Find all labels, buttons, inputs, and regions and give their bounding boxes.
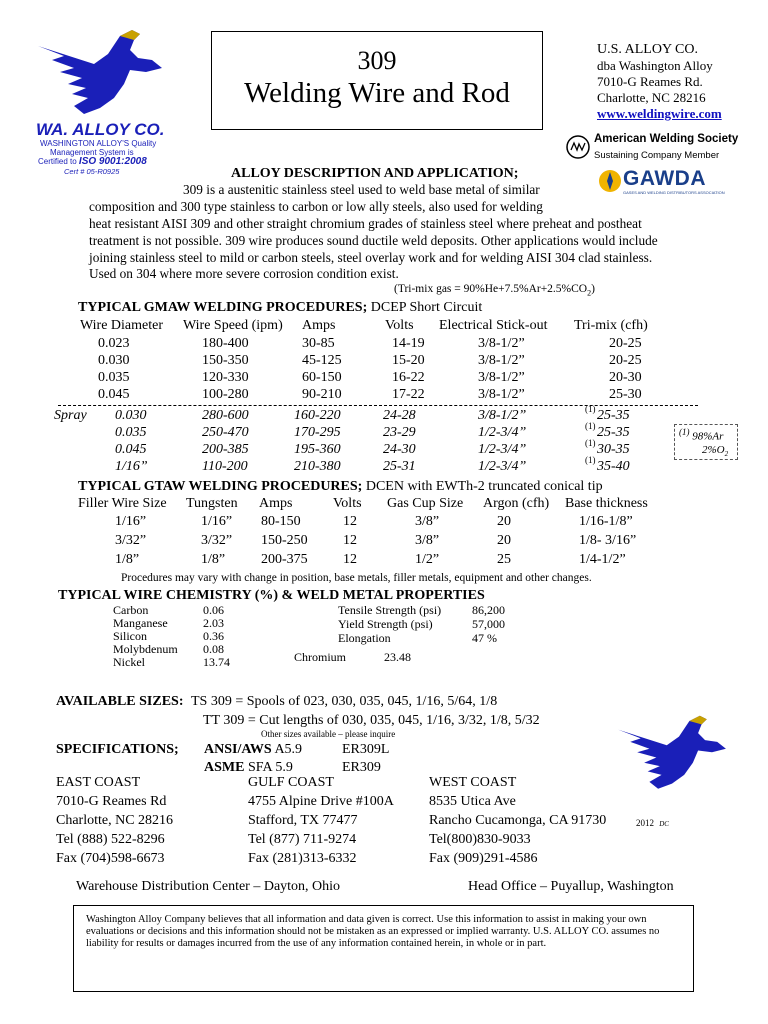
aws-member: Sustaining Company Member (594, 150, 720, 161)
warehouse-line: Warehouse Distribution Center – Dayton, Ohio (76, 879, 341, 894)
company-address (597, 41, 722, 122)
logo-brand: WA. ALLOY CO. (36, 120, 165, 139)
gmaw-cell-volts: 16-22 (392, 370, 425, 385)
gtaw-heading-line (78, 479, 603, 495)
trimix-sub: 2 (587, 288, 592, 298)
gtaw-cell-base: 1/4-1/2” (579, 552, 626, 567)
gtaw-cell-base: 1/8- 3/16” (579, 533, 637, 548)
gtaw-cell-filler: 3/32” (115, 533, 147, 548)
trimix-text: (Tri-mix gas = 90%He+7.5%Ar+2.5%CO (394, 283, 588, 295)
spray-cell-trimix: 25-35 (597, 425, 630, 440)
specs-asme-line (204, 760, 293, 776)
chem-element-value: 2.03 (203, 616, 224, 630)
gtaw-cell-filler: 1/16” (115, 514, 147, 529)
gas-footnote-argon: 98%Ar (692, 430, 724, 443)
gtaw-cell-base: 1/16-1/8” (579, 514, 633, 529)
gmaw-cell-wire-diameter: 0.035 (98, 370, 130, 385)
gmaw-heading: TYPICAL GMAW WELDING PROCEDURES; (78, 300, 368, 315)
description-line3: heat resistant AISI 309 and other straight chromium grades of stainless steel where preheat and postheat (89, 216, 642, 231)
gmaw-heading-line (78, 300, 482, 316)
gmaw-cell-volts: 14-19 (392, 336, 425, 351)
aws-emblem-icon (565, 134, 591, 160)
gas-footnote-sub: 2 (724, 450, 729, 459)
chem-property-value: 86,200 (472, 603, 505, 617)
date-code (636, 818, 669, 828)
specs-ansi-label: ANSI/AWS (204, 742, 272, 757)
spray-cell-amps: 170-295 (294, 425, 341, 440)
description-heading: ALLOY DESCRIPTION AND APPLICATION; (231, 166, 519, 181)
eagle-logo (34, 28, 166, 120)
logo-cert-prefix: Certified to (38, 157, 77, 166)
spray-cell-wire-speed: 110-200 (202, 459, 248, 474)
gtaw-cell-argon: 20 (497, 533, 511, 548)
chromium-name: Chromium (294, 650, 347, 664)
spray-cell-wire-speed: 250-470 (202, 425, 249, 440)
logo-cert-line1: WASHINGTON ALLOY'S Quality (40, 139, 157, 148)
spray-cell-wire-diameter: 1/16” (115, 459, 148, 474)
gmaw-header-volts: Volts (385, 318, 414, 333)
sizes-note: Other sizes available – please inquire (261, 729, 396, 739)
gmaw-cell-volts: 15-20 (392, 353, 425, 368)
spray-cell-gas-mark: (1) (585, 438, 596, 448)
chem-element-value: 0.06 (203, 603, 224, 617)
gtaw-note: Procedures may vary with change in position, base metals, filler metals, equipment and other changes. (121, 572, 592, 584)
specs-heading: SPECIFICATIONS; (56, 742, 179, 757)
sizes-colon: : (178, 694, 184, 709)
specs-asme-num: SFA 5.9 (247, 760, 293, 775)
gas-footnote-line1 (679, 427, 723, 443)
gtaw-cell-amps: 200-375 (261, 552, 308, 567)
gawda-name: GAWDA (623, 167, 706, 190)
gmaw-cell-amps: 90-210 (302, 387, 342, 402)
location-region: EAST COAST (56, 775, 141, 790)
gtaw-header-base: Base thickness (565, 496, 648, 511)
gtaw-cell-argon: 20 (497, 514, 511, 529)
location-region: GULF COAST (248, 775, 334, 790)
description-line4: treatment is not possible. 309 wire produces sound ductile weld deposits. Other applications would include (89, 233, 658, 248)
logo-cert-iso: ISO 9001:2008 (78, 156, 147, 167)
gtaw-header-argon: Argon (cfh) (483, 496, 550, 511)
spray-cell-volts: 25-31 (383, 459, 416, 474)
spray-label: Spray (54, 408, 87, 423)
specs-ansi-class: ER309L (342, 742, 390, 757)
chem-property-value: 47 % (472, 631, 497, 645)
gtaw-cell-volts: 12 (343, 552, 357, 567)
title-box (211, 31, 543, 130)
gtaw-cell-volts: 12 (343, 514, 357, 529)
gmaw-cell-wire-speed: 150-350 (202, 353, 249, 368)
chemistry-heading: TYPICAL WIRE CHEMISTRY (%) & WELD METAL PROPERTIES (58, 588, 485, 603)
gawda-emblem-icon (597, 168, 623, 194)
company-city: Charlotte, NC 28216 (597, 90, 706, 105)
gtaw-cell-gascup: 3/8” (415, 533, 440, 548)
location-city: Rancho Cucamonga, CA 91730 (429, 813, 607, 828)
gmaw-cell-amps: 45-125 (302, 353, 342, 368)
chem-property-name: Tensile Strength (psi) (338, 603, 442, 617)
spray-cell-volts: 24-28 (383, 408, 416, 423)
date-code-year: 2012 (636, 818, 654, 828)
spray-cell-amps: 210-380 (294, 459, 341, 474)
eagle-logo-small (612, 714, 732, 794)
description-line1: 309 is a austenitic stainless steel used to weld base metal of similar (183, 182, 540, 197)
gtaw-cell-gascup: 3/8” (415, 514, 440, 529)
gmaw-cell-trimix: 20-30 (609, 370, 642, 385)
aws-name: American Welding Society (594, 133, 739, 145)
chem-element-value: 13.74 (203, 655, 230, 669)
sizes-ts: TS 309 = Spools of 023, 030, 035, 045, 1/16, 5/64, 1/8 (191, 694, 498, 709)
sizes-tt: TT 309 = Cut lengths of 030, 035, 045, 1/16, 3/32, 1/8, 5/32 (203, 713, 540, 728)
gtaw-heading: TYPICAL GTAW WELDING PROCEDURES; (78, 479, 363, 494)
gmaw-cell-trimix: 25-30 (609, 387, 642, 402)
location-tel: Tel (877) 711-9274 (248, 832, 357, 847)
spray-cell-gas-mark: (1) (585, 421, 596, 431)
gtaw-header-filler: Filler Wire Size (78, 496, 167, 511)
chem-element-value: 0.36 (203, 629, 224, 643)
location-tel: Tel(800)830-9033 (429, 832, 531, 847)
gtaw-cell-amps: 80-150 (261, 514, 301, 529)
trimix-end: ) (591, 283, 595, 295)
gmaw-cell-stickout: 3/8-1/2” (478, 387, 525, 402)
gmaw-subheading: DCEP Short Circuit (370, 300, 483, 315)
location-street: 7010-G Reames Rd (56, 794, 167, 809)
chem-element-name: Molybdenum (113, 642, 178, 656)
gmaw-cell-wire-diameter: 0.023 (98, 336, 130, 351)
specs-asme-class: ER309 (342, 760, 381, 775)
gmaw-header-wire-speed: Wire Speed (ipm) (183, 318, 283, 333)
head-office-line: Head Office – Puyallup, Washington (468, 879, 674, 894)
gtaw-header-volts: Volts (333, 496, 362, 511)
location-fax: Fax (909)291-4586 (429, 851, 538, 866)
spray-cell-wire-diameter: 0.030 (115, 408, 147, 423)
location-street: 4755 Alpine Drive #100A (248, 794, 394, 809)
spray-cell-stickout: 1/2-3/4” (478, 425, 527, 440)
gmaw-cell-wire-speed: 100-280 (202, 387, 249, 402)
gmaw-cell-stickout: 3/8-1/2” (478, 370, 525, 385)
spray-cell-trimix: 30-35 (597, 442, 630, 457)
logo-cert-number: Cert # 05-R0925 (64, 167, 120, 176)
description-line6: Used on 304 where more severe corrosion condition exist. (89, 266, 399, 281)
gmaw-header-trimix: Tri-mix (cfh) (574, 318, 648, 333)
gtaw-header-tungsten: Tungsten (186, 496, 238, 511)
spray-cell-gas-mark: (1) (585, 455, 596, 465)
spray-cell-stickout: 1/2-3/4” (478, 442, 527, 457)
location-tel: Tel (888) 522-8296 (56, 832, 165, 847)
gtaw-cell-tungsten: 1/8” (201, 552, 226, 567)
gawda-tagline: GASES AND WELDING DISTRIBUTORS ASSOCIATION (623, 190, 725, 195)
spray-cell-volts: 23-29 (383, 425, 416, 440)
chem-element-name: Silicon (113, 629, 148, 643)
location-fax: Fax (704)598-6673 (56, 851, 165, 866)
chem-element-name: Nickel (113, 655, 145, 669)
chromium-value: 23.48 (384, 650, 411, 664)
gmaw-cell-wire-diameter: 0.045 (98, 387, 130, 402)
spray-cell-wire-speed: 200-385 (202, 442, 249, 457)
spray-divider (58, 405, 698, 406)
spray-cell-trimix: 25-35 (597, 408, 630, 423)
chem-element-name: Manganese (113, 616, 168, 630)
spray-cell-stickout: 3/8-1/2” (478, 408, 527, 423)
gmaw-cell-wire-speed: 180-400 (202, 336, 249, 351)
gas-footnote-line2 (702, 444, 728, 458)
gtaw-cell-volts: 12 (343, 533, 357, 548)
gmaw-cell-trimix: 20-25 (609, 336, 642, 351)
spray-cell-amps: 195-360 (294, 442, 341, 457)
gtaw-header-gascup: Gas Cup Size (387, 496, 464, 511)
gmaw-cell-trimix: 20-25 (609, 353, 642, 368)
gmaw-cell-stickout: 3/8-1/2” (478, 353, 525, 368)
sizes-ts-line (56, 694, 497, 710)
gtaw-cell-filler: 1/8” (115, 552, 140, 567)
gtaw-header-row (0, 496, 768, 514)
location-city: Stafford, TX 77477 (248, 813, 358, 828)
product-number: 309 (357, 46, 397, 75)
description-line5: joining stainless steel to mild or carbon steels, steel overlay work and for welding AISI 304 clad stainless. (89, 250, 653, 265)
chem-property-value: 57,000 (472, 617, 505, 631)
company-name: U.S. ALLOY CO. (597, 42, 698, 57)
product-name: Welding Wire and Rod (244, 77, 510, 109)
specs-ansi-line (204, 742, 302, 758)
gmaw-header-wire-diameter: Wire Diameter (80, 318, 164, 333)
gtaw-cell-tungsten: 1/16” (201, 514, 233, 529)
chem-element-name: Carbon (113, 603, 149, 617)
spray-cell-wire-diameter: 0.035 (115, 425, 147, 440)
gmaw-cell-wire-diameter: 0.030 (98, 353, 130, 368)
gmaw-cell-amps: 30-85 (302, 336, 335, 351)
spray-cell-gas-mark: (1) (585, 404, 596, 414)
chem-property-name: Yield Strength (psi) (338, 617, 433, 631)
chem-property-name: Elongation (338, 631, 391, 645)
gtaw-cell-tungsten: 3/32” (201, 533, 233, 548)
gmaw-cell-wire-speed: 120-330 (202, 370, 249, 385)
gtaw-header-amps: Amps (259, 496, 293, 511)
gas-footnote-oxygen: 2%O (702, 444, 725, 456)
gmaw-header-amps: Amps (302, 318, 336, 333)
spray-cell-volts: 24-30 (383, 442, 416, 457)
company-website-link[interactable]: www.weldingwire.com (597, 106, 722, 121)
description-line2: composition and 300 type stainless to carbon or low ally steels, also used for welding (89, 199, 543, 214)
spray-cell-wire-speed: 280-600 (202, 408, 249, 423)
spray-cell-trimix: 35-40 (597, 459, 630, 474)
spray-cell-amps: 160-220 (294, 408, 341, 423)
gtaw-cell-gascup: 1/2” (415, 552, 440, 567)
logo-cert-line2: Management System is (50, 148, 134, 157)
disclaimer-box: Washington Alloy Company believes that all information and data given is correct. Use this information to assist in making your own evaluations or decisions and this information should not be mistaken as an expressed or implied warranty. U.S. ALLOY CO. assumes no liability for results or damages incurred from the use of any information contained herein, in whole or in part. (73, 905, 694, 992)
company-street: 7010-G Reames Rd. (597, 74, 703, 89)
chem-element-value: 0.08 (203, 642, 224, 656)
logo-cert-line3 (38, 156, 147, 167)
location-city: Charlotte, NC 28216 (56, 813, 174, 828)
trimix-note (394, 283, 595, 297)
gmaw-cell-amps: 60-150 (302, 370, 342, 385)
gtaw-subheading: DCEN with EWTh-2 truncated conical tip (365, 479, 603, 494)
location-street: 8535 Utica Ave (429, 794, 516, 809)
specs-asme-label: ASME (204, 760, 245, 775)
gtaw-cell-amps: 150-250 (261, 533, 308, 548)
sizes-heading: AVAILABLE SIZES (56, 694, 179, 709)
location-region: WEST COAST (429, 775, 517, 790)
spray-cell-stickout: 1/2-3/4” (478, 459, 527, 474)
specs-ansi-num: A5.9 (274, 742, 303, 757)
date-code-initials: DC (659, 820, 669, 828)
gmaw-header-stickout: Electrical Stick-out (439, 318, 548, 333)
location-fax: Fax (281)313-6332 (248, 851, 357, 866)
gtaw-cell-argon: 25 (497, 552, 511, 567)
gas-footnote-mark: (1) (679, 427, 690, 437)
gmaw-cell-volts: 17-22 (392, 387, 425, 402)
spray-cell-wire-diameter: 0.045 (115, 442, 147, 457)
gmaw-cell-stickout: 3/8-1/2” (478, 336, 525, 351)
company-dba: dba Washington Alloy (597, 58, 713, 73)
